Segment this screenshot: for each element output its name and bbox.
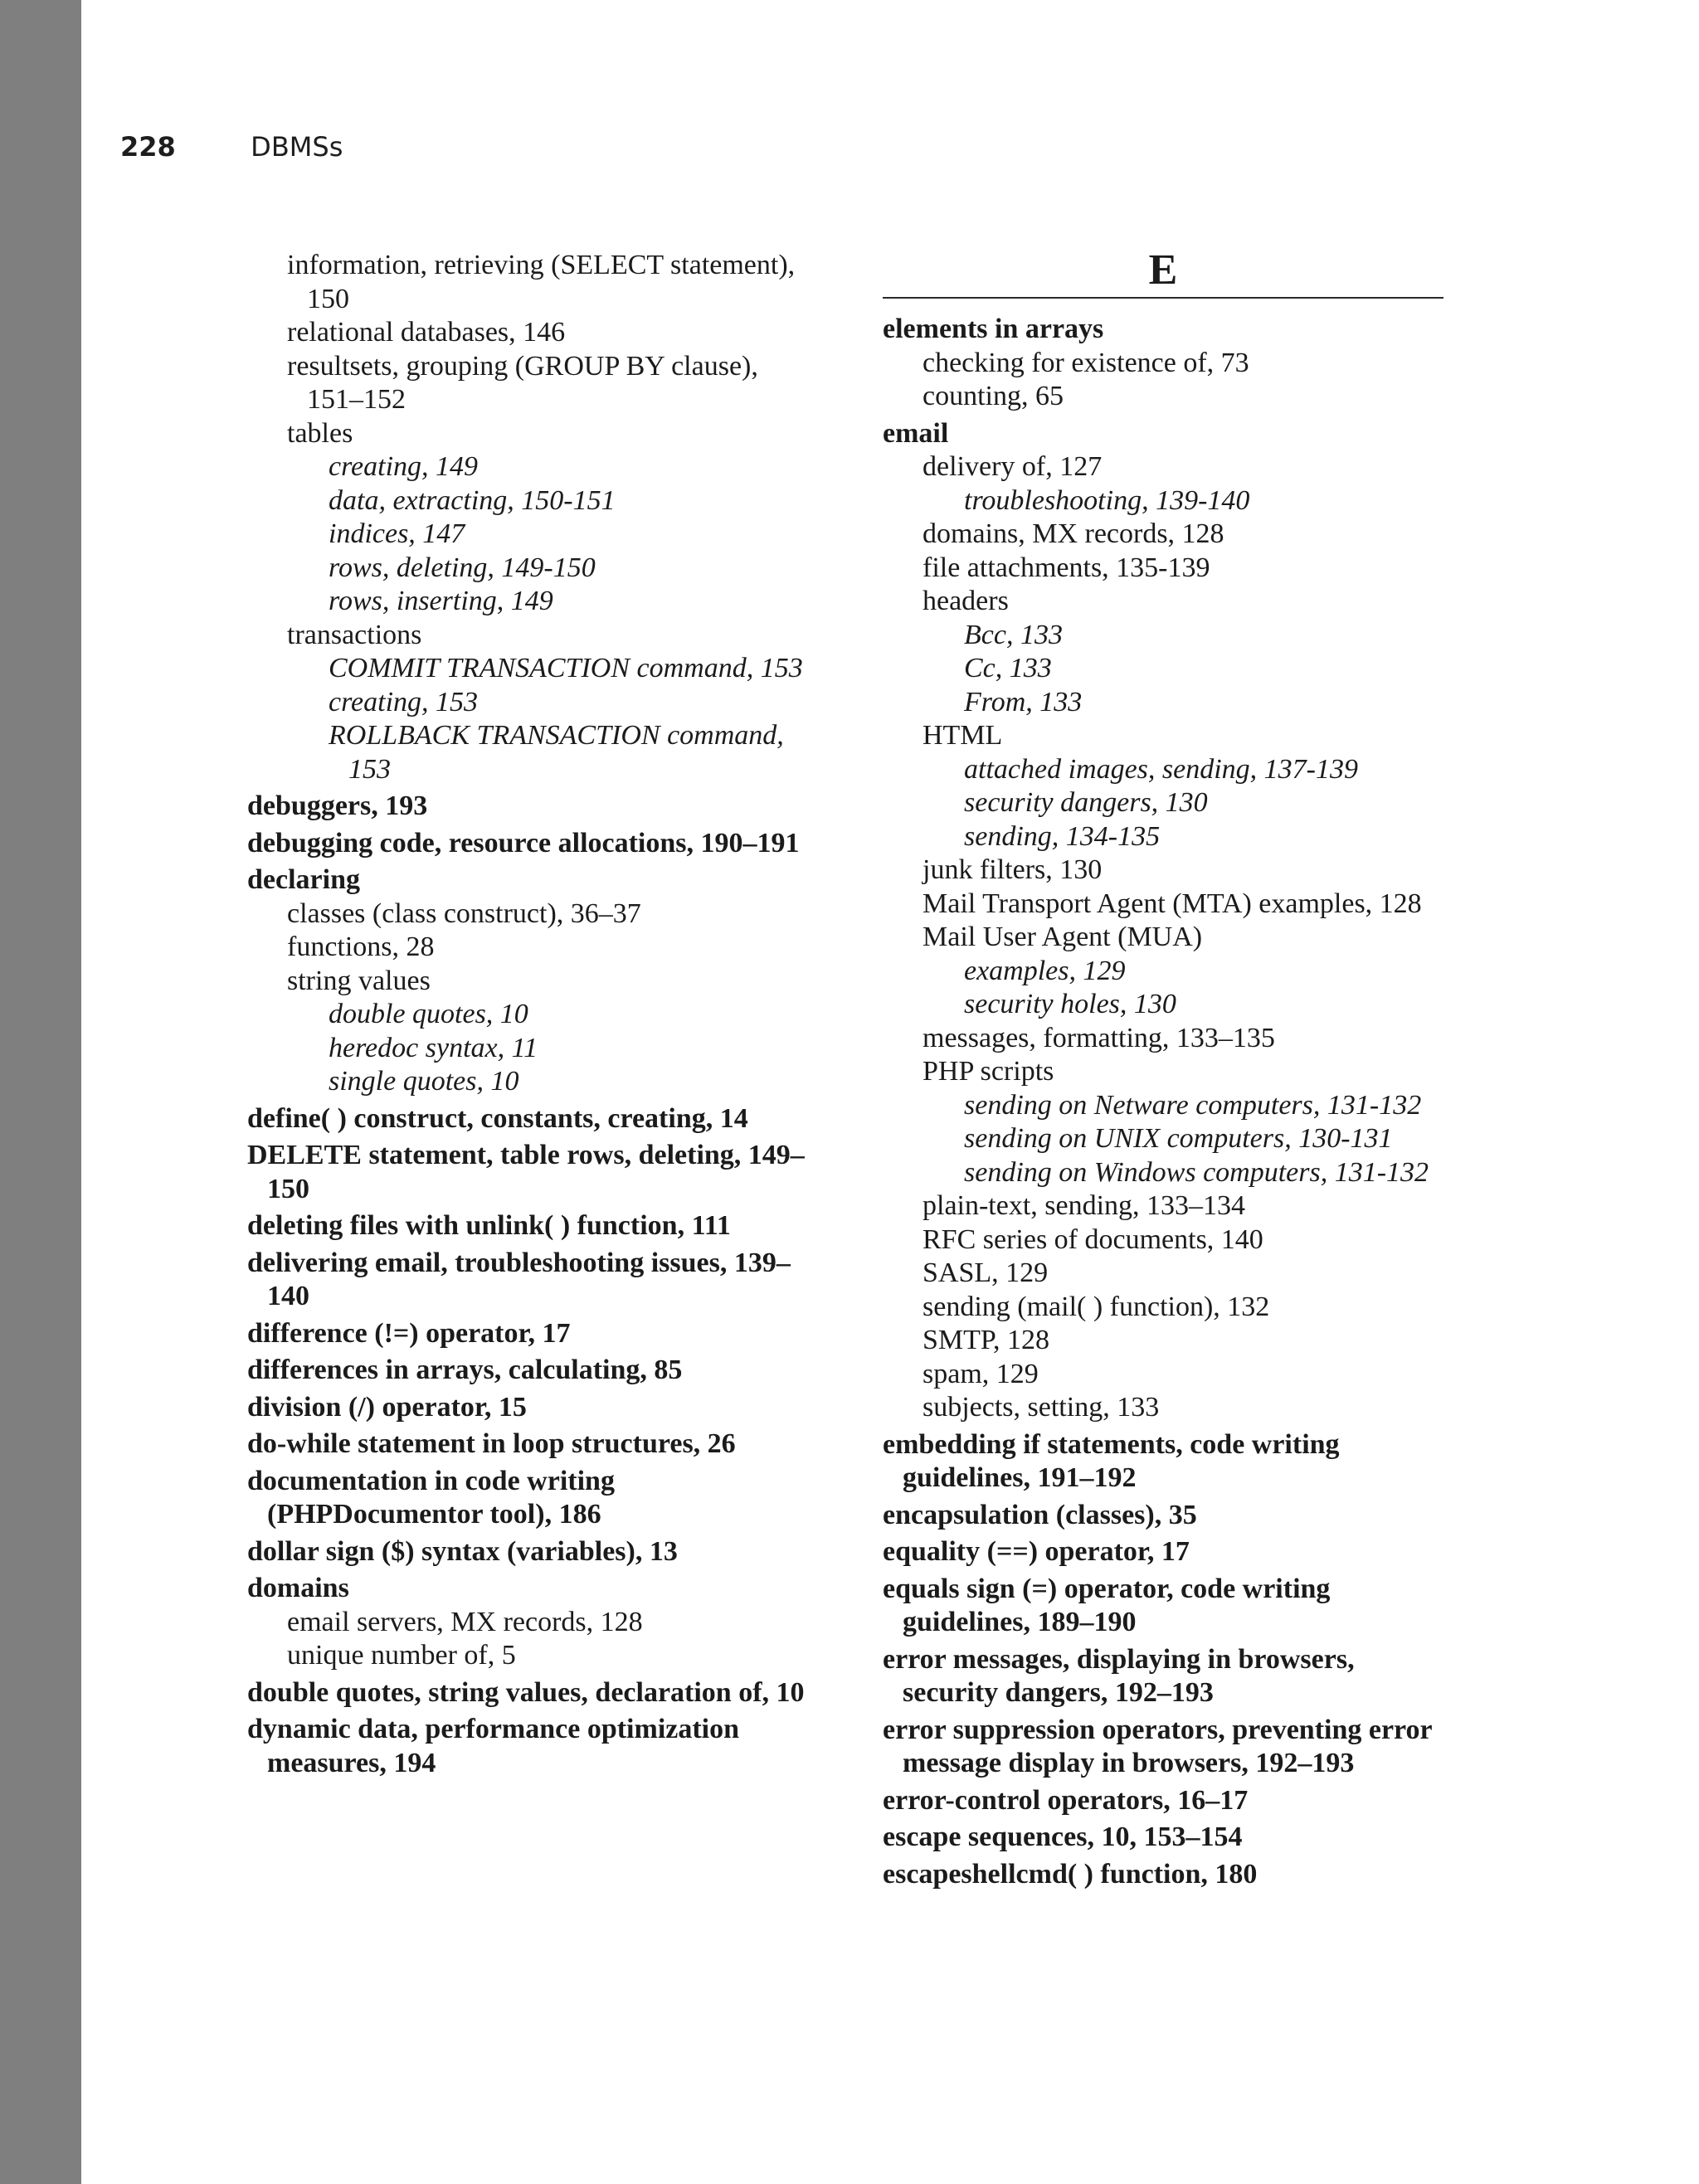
index-subentry — [287, 619, 820, 653]
index-subentry — [923, 518, 1455, 552]
index-main-entry — [247, 1535, 820, 1569]
index-entry-text: embedding if statements, code writing guidelines, 191–192 — [883, 1428, 1340, 1493]
index-subentry — [923, 1291, 1455, 1325]
index-entry-text: debuggers, 193 — [247, 790, 428, 821]
index-sub-subentry — [964, 686, 1455, 720]
running-head — [120, 131, 343, 163]
index-subentry — [923, 1189, 1455, 1223]
index-entry-text: sending on Windows computers, 131-132 — [964, 1156, 1429, 1188]
index-main-entry — [247, 1572, 820, 1606]
index-main-entry — [247, 1676, 820, 1710]
index-entry-text: junk filters, 130 — [923, 854, 1103, 885]
index-entry-text: counting, 65 — [923, 381, 1064, 411]
index-entry-text: spam, 129 — [923, 1358, 1039, 1389]
index-subentry — [923, 921, 1455, 955]
index-entry-text: equals sign (=) operator, code writing guidelines, 189–190 — [883, 1573, 1331, 1637]
index-sub-subentry — [964, 988, 1455, 1022]
index-entry-text: single quotes, 10 — [329, 1066, 519, 1097]
index-sub-subentry — [964, 1089, 1455, 1123]
index-entry-text: delivery of, 127 — [923, 451, 1103, 482]
index-subentry — [923, 450, 1455, 484]
index-entry-text: plain-text, sending, 133–134 — [923, 1190, 1246, 1221]
index-entry-text: PHP scripts — [923, 1056, 1054, 1087]
index-sub-subentry — [964, 1122, 1455, 1156]
index-entry-text: troubleshooting, 139-140 — [964, 484, 1250, 516]
index-entry-text: functions, 28 — [287, 931, 435, 962]
index-entry-text: define( ) construct, constants, creating, 14 — [247, 1102, 748, 1134]
index-subentry — [923, 1324, 1455, 1358]
index-subentry — [287, 417, 820, 451]
index-entry-text: Cc, 133 — [964, 653, 1052, 683]
index-main-entry — [247, 1354, 820, 1388]
index-subentry — [923, 380, 1455, 414]
section-letter-heading: E — [1148, 246, 1178, 294]
index-sub-subentry — [329, 552, 820, 586]
index-entry-text: indices, 147 — [329, 518, 465, 549]
index-entry-text: rows, deleting, 149-150 — [329, 552, 596, 583]
index-entry-text: escape sequences, 10, 153–154 — [883, 1822, 1243, 1852]
index-entry-text: RFC series of documents, 140 — [923, 1223, 1263, 1255]
index-subentry — [287, 965, 820, 999]
index-entry-text: headers — [923, 586, 1009, 616]
index-main-entry — [247, 1102, 820, 1136]
index-entry-text: division (/) operator, 15 — [247, 1391, 527, 1423]
page-edge-gutter — [0, 0, 81, 2184]
index-entry-text: debugging code, resource allocations, 190–191 — [247, 827, 800, 859]
index-entry-text: sending on UNIX computers, 130-131 — [964, 1123, 1393, 1154]
index-main-entry — [247, 827, 820, 861]
index-main-entry — [247, 1209, 820, 1243]
index-entry-text: COMMIT TRANSACTION command, 153 — [329, 653, 803, 683]
index-subentry — [287, 1606, 820, 1640]
index-entry-text: unique number of, 5 — [287, 1640, 516, 1671]
index-entry-text: From, 133 — [964, 686, 1083, 717]
index-entry-text: sending (mail( ) function), 132 — [923, 1291, 1270, 1322]
index-entry-text: Mail Transport Agent (MTA) examples, 128 — [923, 888, 1422, 919]
index-entry-text: error messages, displaying in browsers, security dangers, 192–193 — [883, 1643, 1355, 1708]
index-subentry — [923, 347, 1455, 381]
index-entry-text: dynamic data, performance optimization measures, 194 — [247, 1714, 740, 1778]
index-entry-text: transactions — [287, 619, 422, 650]
index-entry-text: sending on Netware computers, 131-132 — [964, 1089, 1422, 1121]
index-subentry — [923, 888, 1455, 922]
index-entry-text: file attachments, 135-139 — [923, 552, 1210, 583]
index-main-entry — [883, 1821, 1455, 1855]
index-entry-text: double quotes, 10 — [329, 999, 528, 1029]
index-subentry — [923, 1022, 1455, 1056]
index-entry-text: subjects, setting, 133 — [923, 1392, 1160, 1423]
index-sub-subentry — [329, 998, 820, 1032]
index-entry-text: domains, MX records, 128 — [923, 518, 1224, 549]
index-main-entry — [883, 1784, 1455, 1818]
index-main-entry — [247, 1428, 820, 1462]
index-subentry — [923, 585, 1455, 619]
index-entry-text: creating, 153 — [329, 686, 479, 717]
index-sub-subentry — [964, 652, 1455, 686]
index-entry-text: data, extracting, 150-151 — [329, 484, 616, 516]
index-entry-text: delivering email, troubleshooting issues, 139–140 — [247, 1247, 791, 1311]
index-entry-text: tables — [287, 417, 353, 449]
index-entry-text: examples, 129 — [964, 955, 1126, 986]
index-subentry — [287, 350, 820, 417]
index-subentry — [923, 1257, 1455, 1291]
index-sub-subentry — [329, 686, 820, 720]
index-main-entry — [247, 1317, 820, 1351]
index-sub-subentry — [964, 786, 1455, 820]
index-main-entry — [247, 790, 820, 824]
index-sub-subentry — [329, 450, 820, 484]
index-entry-text: security dangers, 130 — [964, 787, 1208, 818]
index-main-entry — [883, 1535, 1455, 1569]
index-sub-subentry — [964, 820, 1455, 854]
index-main-entry — [247, 1391, 820, 1425]
index-subentry — [923, 1055, 1455, 1089]
index-entry-text: relational databases, 146 — [287, 317, 566, 348]
index-entry-text: domains — [247, 1573, 349, 1603]
index-subentry — [923, 552, 1455, 586]
index-sub-subentry — [329, 719, 820, 786]
index-main-entry — [883, 313, 1455, 347]
index-subentry — [923, 854, 1455, 888]
index-subentry — [923, 1391, 1455, 1425]
index-sub-subentry — [329, 518, 820, 552]
index-sub-subentry — [964, 955, 1455, 989]
section-letter-rule — [883, 297, 1443, 299]
index-entry-text: creating, 149 — [329, 451, 479, 482]
index-entry-text: differences in arrays, calculating, 85 — [247, 1355, 683, 1385]
index-entry-text: email servers, MX records, 128 — [287, 1606, 643, 1637]
index-subentry — [923, 1223, 1455, 1257]
index-entry-text: error-control operators, 16–17 — [883, 1784, 1249, 1816]
index-entry-text: declaring — [247, 864, 360, 895]
index-entry-text: escapeshellcmd( ) function, 180 — [883, 1858, 1258, 1890]
index-entry-text: HTML — [923, 720, 1003, 751]
index-main-entry — [883, 417, 1455, 451]
index-entry-text: email — [883, 417, 949, 449]
index-entry-text: dollar sign ($) syntax (variables), 13 — [247, 1535, 678, 1567]
index-entry-text: SMTP, 128 — [923, 1325, 1050, 1355]
index-entry-text: heredoc syntax, 11 — [329, 1032, 538, 1063]
index-entry-text: do-while statement in loop structures, 26 — [247, 1428, 736, 1459]
index-entry-text: string values — [287, 965, 431, 996]
index-main-entry — [247, 1247, 820, 1314]
index-main-entry — [883, 1573, 1455, 1640]
index-sub-subentry — [964, 1156, 1455, 1190]
index-sub-subentry — [964, 619, 1455, 653]
index-entry-text: attached images, sending, 137-139 — [964, 753, 1358, 785]
index-entry-text: documentation in code writing (PHPDocumentor tool), 186 — [247, 1465, 615, 1530]
index-entry-text: information, retrieving (SELECT statement), 150 — [287, 250, 796, 314]
index-entry-text: DELETE statement, table rows, deleting, 149–150 — [247, 1140, 805, 1204]
index-sub-subentry — [964, 484, 1455, 518]
index-main-entry — [883, 1858, 1455, 1892]
index-main-entry — [883, 1428, 1455, 1496]
index-column-right — [883, 313, 1455, 1891]
index-subentry — [287, 316, 820, 350]
index-sub-subentry — [964, 753, 1455, 787]
index-subentry — [287, 897, 820, 931]
index-entry-text: error suppression operators, preventing error message display in browsers, 192–193 — [883, 1714, 1433, 1778]
index-subentry — [923, 719, 1455, 753]
index-sub-subentry — [329, 585, 820, 619]
index-sub-subentry — [329, 1065, 820, 1099]
index-subentry — [287, 1639, 820, 1673]
index-subentry — [923, 1358, 1455, 1392]
index-entry-text: checking for existence of, 73 — [923, 347, 1249, 378]
index-entry-text: elements in arrays — [883, 314, 1104, 344]
index-entry-text: ROLLBACK TRANSACTION command, 153 — [329, 720, 784, 785]
index-entry-text: difference (!=) operator, 17 — [247, 1317, 571, 1349]
index-entry-text: messages, formatting, 133–135 — [923, 1022, 1275, 1053]
index-subentry — [287, 931, 820, 965]
index-main-entry — [883, 1499, 1455, 1533]
index-entry-text: Mail User Agent (MUA) — [923, 922, 1203, 952]
index-column-left — [247, 249, 820, 1780]
index-entry-text: deleting files with unlink( ) function, 111 — [247, 1210, 731, 1241]
index-sub-subentry — [329, 484, 820, 518]
index-main-entry — [247, 1465, 820, 1532]
index-subentry — [287, 249, 820, 316]
index-entry-text: classes (class construct), 36–37 — [287, 897, 641, 929]
index-main-entry — [247, 1713, 820, 1780]
index-sub-subentry — [329, 1032, 820, 1066]
index-entry-text: double quotes, string values, declaration of, 10 — [247, 1676, 805, 1708]
index-main-entry — [247, 863, 820, 897]
index-sub-subentry — [329, 652, 820, 686]
index-entry-text: security holes, 130 — [964, 989, 1176, 1019]
index-main-entry — [247, 1139, 820, 1206]
index-entry-text: sending, 134-135 — [964, 820, 1161, 852]
index-main-entry — [883, 1714, 1455, 1781]
page-number: 228 — [120, 131, 176, 163]
index-entry-text: SASL, 129 — [923, 1257, 1049, 1288]
index-main-entry — [883, 1643, 1455, 1710]
section-title: DBMSs — [251, 131, 343, 163]
index-entry-text: resultsets, grouping (GROUP BY clause), 151–152 — [287, 350, 758, 415]
index-entry-text: encapsulation (classes), 35 — [883, 1499, 1197, 1530]
index-entry-text: Bcc, 133 — [964, 619, 1063, 650]
index-entry-text: equality (==) operator, 17 — [883, 1536, 1190, 1567]
index-entry-text: rows, inserting, 149 — [329, 586, 553, 616]
